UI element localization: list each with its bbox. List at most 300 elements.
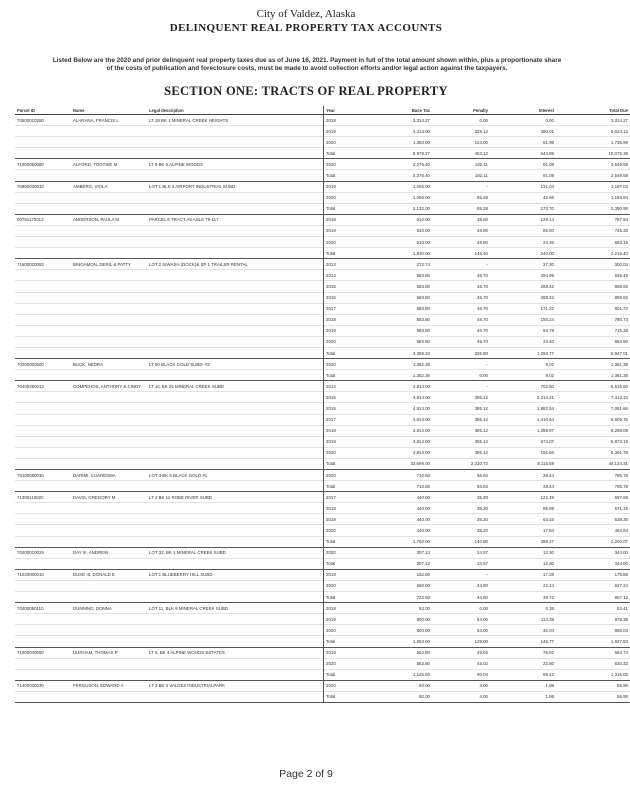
cell-name: DARIMI, CUARESMA [73, 472, 116, 478]
table-row [15, 237, 630, 248]
cell-total-due: 1,197.04 [610, 184, 628, 190]
cell-base-tax: 610.00 [362, 237, 432, 248]
cell-base-tax: 722.60 [362, 592, 432, 603]
cell-penalty: - [486, 383, 488, 389]
cell-year: 2020 [324, 237, 363, 248]
cell-legal-description [147, 347, 324, 358]
cell-legal-description [147, 192, 324, 203]
cell-interest: 22.44 [490, 580, 556, 591]
cell-parcel-id [15, 614, 71, 625]
cell-legal-description: LOT 2 SIWASH (DOCK)& SP 1 TRAILER RENTAL [149, 261, 248, 267]
cell-interest: 268.42 [490, 281, 556, 292]
cell-base-tax: 4,814.00 [362, 425, 432, 436]
cell-parcel-id [15, 636, 71, 647]
cell-parcel-id: 70200000500 [17, 361, 44, 367]
cell-base-tax: 4,814.00 [362, 403, 432, 414]
cell-total-due: 7,081.66 [556, 403, 630, 414]
cell-parcel-id [15, 170, 71, 181]
table-total-row [15, 170, 630, 181]
cell-name: AMBERG, VIOLA [73, 184, 108, 190]
cell-name: BUCK, NEDRA [73, 361, 104, 367]
table-row [15, 647, 630, 658]
cell-year: 2020 [324, 336, 363, 347]
cell-base-tax: 560.00 [362, 580, 432, 591]
table-row [15, 403, 630, 414]
cell-parcel-id: 70400250013 [17, 383, 44, 389]
cell-penalty: 90.04 [432, 669, 490, 680]
cell-parcel-id: 71000040050 [17, 650, 44, 656]
cell-legal-description: LT 50 BLACK GOLD SUBD. #2 [149, 361, 210, 367]
cell-name [71, 425, 147, 436]
cell-year: 2020 [324, 447, 363, 458]
cell-name: DAY III, ANDREW [73, 550, 109, 556]
cell-name [71, 325, 147, 336]
cell-legal-description [147, 370, 324, 381]
cell-penalty: 0.00 [479, 605, 488, 611]
cell-total-due: 630.32 [556, 658, 630, 669]
cell-parcel-id: 71000050080 [17, 161, 44, 167]
col-name: Name [71, 106, 147, 115]
cell-parcel-id [15, 126, 71, 137]
table-row [15, 359, 630, 370]
cell-total-due: 899.92 [556, 292, 630, 303]
cell-parcel-id [15, 625, 71, 636]
table-row [15, 214, 630, 225]
cell-base-tax: 1,760.00 [362, 536, 432, 547]
table-row [15, 436, 630, 447]
cell-penalty: 46.70 [432, 336, 490, 347]
table-total-row [15, 592, 630, 603]
document-title: DELINQUENT REAL PROPERTY TAX ACCOUNTS [169, 22, 443, 34]
table-row [15, 115, 630, 126]
cell-interest: 294.99 [490, 270, 556, 281]
cell-legal-description [147, 447, 324, 458]
cell-interest: 91.08 [543, 161, 554, 167]
cell-penalty: 35.20 [432, 525, 490, 536]
cell-penalty: 85.28 [432, 192, 490, 203]
cell-total-due: 1,927.83 [556, 636, 630, 647]
cell-penalty: 326.90 [432, 347, 490, 358]
cell-legal-description [147, 225, 324, 236]
cell-base-tax: 1,066.00 [412, 184, 430, 190]
cell-total-due: 653.90 [556, 336, 630, 347]
cell-legal-description [147, 270, 324, 281]
table-row [15, 314, 630, 325]
cell-penalty: 385.12 [432, 392, 490, 403]
cell-penalty: - [486, 572, 488, 578]
col-base-tax: Base Tax [362, 106, 432, 115]
page-number: Page 2 of 9 [279, 768, 333, 780]
cell-interest: 12.30 [543, 550, 554, 556]
col-interest: Interest [490, 106, 556, 115]
cell-total-due: 6,259.09 [556, 425, 630, 436]
cell-total-due: 5,947.01 [556, 347, 630, 358]
cell-year: 2017 [324, 414, 363, 425]
cell-penalty: 385.12 [432, 447, 490, 458]
cell-base-tax: 4,814.00 [362, 414, 432, 425]
cell-legal-description [147, 669, 324, 680]
cell-name [71, 392, 147, 403]
cell-year: Total [324, 458, 363, 469]
cell-interest: 22.50 [490, 658, 556, 669]
cell-name [71, 436, 147, 447]
cell-legal-description [147, 592, 324, 603]
cell-total-due: 300.04 [614, 261, 628, 267]
cell-penalty: 0.00 [432, 370, 490, 381]
cell-total-due: 896.04 [556, 625, 630, 636]
cell-base-tax: 1,352.36 [362, 370, 432, 381]
cell-penalty: 46.70 [432, 303, 490, 314]
cell-total-due: 898.92 [556, 281, 630, 292]
table-header-row [15, 106, 630, 115]
cell-total-due: 1,735.98 [556, 137, 630, 148]
cell-total-due: 2,390.98 [556, 203, 630, 214]
cell-parcel-id [15, 447, 71, 458]
table-row [15, 181, 630, 192]
cell-name [71, 281, 147, 292]
cell-year: Total [324, 248, 363, 259]
cell-parcel-id: 70400050110 [17, 605, 44, 611]
cell-base-tax: 50.00 [362, 691, 432, 702]
cell-base-tax: 3,314.27 [412, 117, 430, 123]
cell-total-due: 2,216.40 [556, 248, 630, 259]
table-row [15, 514, 630, 525]
cell-year: Total [324, 203, 363, 214]
cell-name [71, 347, 147, 358]
cell-year: 2020 [324, 625, 363, 636]
cell-legal-description: LOT 1 BLK 3 AIRPORT INDUSTRIAL SUBD [149, 184, 236, 190]
cell-total-due: 1,193.94 [556, 192, 630, 203]
cell-interest: 8,115.59 [490, 458, 556, 469]
cell-name [71, 292, 147, 303]
cell-year: 2020 [324, 658, 363, 669]
cell-legal-description [147, 658, 324, 669]
cell-total-due: 538.35 [556, 514, 630, 525]
cell-name [71, 580, 147, 591]
cell-penalty: 46.70 [432, 281, 490, 292]
cell-name [71, 336, 147, 347]
table-total-row [15, 536, 630, 547]
cell-total-due: 344.00 [614, 550, 628, 556]
cell-base-tax: 162.60 [416, 572, 430, 578]
cell-interest: 61.98 [490, 137, 556, 148]
table-total-row [15, 691, 630, 702]
cell-base-tax: 307.13 [362, 558, 432, 569]
cell-total-due: 10,076.38 [556, 148, 630, 159]
cell-base-tax: 440.00 [362, 503, 432, 514]
cell-year: 2020 [324, 470, 363, 481]
cell-base-tax: 562.80 [362, 658, 432, 669]
table-total-row [15, 669, 630, 680]
cell-total-due: 978.38 [556, 614, 630, 625]
cell-legal-description [147, 425, 324, 436]
col-legal-description: Legal description [147, 106, 324, 115]
table-row [15, 603, 630, 614]
cell-interest: 192.66 [490, 447, 556, 458]
cell-parcel-id [15, 458, 71, 469]
cell-legal-description [147, 137, 324, 148]
cell-base-tax: 4,814.00 [362, 436, 432, 447]
cell-name [71, 592, 147, 603]
cell-year: 2017 [324, 303, 363, 314]
cell-legal-description [147, 481, 324, 492]
cell-year: Total [324, 536, 363, 547]
cell-interest: 9.02 [490, 370, 556, 381]
cell-year: 2013 [324, 259, 363, 270]
cell-legal-description [147, 625, 324, 636]
intro-line-2: of the costs of publication and foreclosure costs, must be made to avoid collection efforts and/or legal action against the taxpayers. [106, 64, 508, 72]
cell-year: 2019 [324, 647, 363, 658]
cell-base-tax: 440.00 [362, 525, 432, 536]
cell-year: 2018 [324, 603, 363, 614]
cell-total-due: 807.12 [556, 592, 630, 603]
table-row [15, 425, 630, 436]
cell-interest: 1.98 [490, 691, 556, 702]
cell-interest: 28.44 [543, 472, 554, 478]
cell-penalty: 385.12 [432, 425, 490, 436]
table-total-row [15, 370, 630, 381]
cell-parcel-id: 71600020082 [17, 261, 44, 267]
cell-name [71, 447, 147, 458]
cell-name [71, 658, 147, 669]
cell-parcel-id [15, 270, 71, 281]
cell-parcel-id [15, 436, 71, 447]
cell-base-tax: 562.80 [416, 650, 430, 656]
cell-parcel-id [15, 414, 71, 425]
cell-penalty: 48.80 [432, 225, 490, 236]
cell-base-tax: 583.80 [362, 292, 432, 303]
cell-penalty: 35.20 [432, 514, 490, 525]
cell-interest: 114.38 [490, 614, 556, 625]
intro-notice [28, 57, 586, 72]
cell-interest: 63.15 [490, 514, 556, 525]
cell-name [71, 558, 147, 569]
table-row [15, 625, 630, 636]
cell-penalty: 385.12 [432, 436, 490, 447]
cell-penalty: 385.12 [432, 414, 490, 425]
cell-interest: 269.42 [490, 292, 556, 303]
cell-parcel-id [15, 525, 71, 536]
table-row [15, 614, 630, 625]
cell-interest: 76.92 [543, 650, 554, 656]
cell-interest: 644.99 [490, 148, 556, 159]
cell-interest: 99.42 [490, 669, 556, 680]
cell-name [71, 248, 147, 259]
cell-total-due: 179.88 [614, 572, 628, 578]
cell-interest: 171.22 [490, 303, 556, 314]
cell-penalty: 48.80 [432, 237, 490, 248]
cell-penalty: 329.12 [432, 126, 490, 137]
cell-name: DAVIS, GREGORY M [73, 494, 116, 500]
section-title: SECTION ONE: TRACTS OF REAL PROPERTY [164, 84, 448, 98]
cell-total-due: 627.24 [556, 580, 630, 591]
table-row [15, 580, 630, 591]
cell-parcel-id [15, 237, 71, 248]
cell-parcel-id [15, 669, 71, 680]
cell-base-tax: 610.00 [416, 217, 430, 223]
cell-total-due: 1,361.38 [610, 361, 628, 367]
cell-legal-description: LT 3 BK 3 VALDEZ INDUSTRIALPARK [149, 683, 226, 689]
cell-penalty: 182.11 [474, 161, 488, 167]
cell-year: 2019 [324, 436, 363, 447]
cell-year: 2019 [324, 614, 363, 625]
cell-legal-description [147, 126, 324, 137]
cell-year: 2018 [324, 425, 363, 436]
cell-year: 2018 [324, 503, 363, 514]
table-row [15, 292, 630, 303]
cell-parcel-id [15, 225, 71, 236]
cell-interest: 131.04 [540, 184, 554, 190]
cell-penalty: 56.84 [477, 472, 488, 478]
cell-name: ANDERSON, PAULA M [73, 217, 120, 223]
cell-interest: 240.00 [490, 248, 556, 259]
cell-base-tax: 583.80 [362, 314, 432, 325]
cell-year: Total [324, 669, 363, 680]
cell-legal-description [147, 514, 324, 525]
cell-year: 2015 [324, 281, 363, 292]
cell-interest: 122.49 [540, 494, 554, 500]
cell-legal-description: LT 8 BK 5 ALPINE WOODS [149, 161, 204, 167]
cell-legal-description [147, 392, 324, 403]
cell-total-due: 1,361.38 [556, 370, 630, 381]
cell-interest: 1,410.64 [490, 414, 556, 425]
cell-interest: 32.04 [490, 625, 556, 636]
cell-interest: 91.08 [490, 170, 556, 181]
cell-parcel-id [15, 392, 71, 403]
cell-name [71, 691, 147, 702]
cell-year: Total [324, 481, 363, 492]
cell-parcel-id [15, 325, 71, 336]
cell-penalty: 24.57 [432, 558, 490, 569]
cell-interest: 1,260.77 [490, 347, 556, 358]
table-row [15, 680, 630, 691]
cell-year: Total [324, 592, 363, 603]
cell-penalty: 146.40 [432, 248, 490, 259]
cell-total-due: 5,024.13 [556, 126, 630, 137]
cell-legal-description: LT 2 BK 11 ROBE RIVER SUBD [149, 494, 212, 500]
table-total-row [15, 347, 630, 358]
cell-parcel-id [15, 248, 71, 259]
cell-name [71, 225, 147, 236]
cell-parcel-id [15, 292, 71, 303]
cell-year: Total [324, 558, 363, 569]
cell-parcel-id [15, 192, 71, 203]
cell-legal-description [147, 148, 324, 159]
cell-parcel-id [15, 558, 71, 569]
cell-year: 2019 [324, 181, 363, 192]
cell-name: COMPEHOS, ANTHONY & CINDY [73, 383, 142, 389]
cell-total-due: 925.49 [556, 270, 630, 281]
cell-total-due: 795.78 [614, 472, 628, 478]
cell-interest: 39.72 [490, 592, 556, 603]
cell-year: 2020 [324, 680, 363, 691]
cell-base-tax: 1,830.00 [362, 248, 432, 259]
cell-interest: 299.27 [490, 536, 556, 547]
cell-legal-description [147, 558, 324, 569]
cell-parcel-id [15, 314, 71, 325]
cell-penalty: 45.02 [477, 650, 488, 656]
cell-penalty: 44.80 [432, 580, 490, 591]
cell-total-due: 780.74 [556, 314, 630, 325]
cell-parcel-id: 71300110020 [17, 494, 44, 500]
cell-base-tax: 4,814.00 [362, 392, 432, 403]
cell-total-due: 344.00 [556, 558, 630, 569]
cell-total-due: 55.98 [556, 691, 630, 702]
cell-parcel-id [15, 403, 71, 414]
cell-penalty: 0.00 [479, 117, 488, 123]
cell-total-due: 745.30 [556, 225, 630, 236]
table-total-row [15, 636, 630, 647]
cell-year: 2016 [324, 403, 363, 414]
cell-interest: 9.02 [545, 361, 554, 367]
cell-penalty: 35.20 [477, 494, 488, 500]
cell-legal-description [147, 525, 324, 536]
cell-total-due: 7,413.33 [556, 392, 630, 403]
cell-total-due: 683.16 [556, 237, 630, 248]
cell-legal-description [147, 303, 324, 314]
cell-penalty: - [486, 184, 488, 190]
cell-interest: 84.78 [490, 325, 556, 336]
cell-base-tax: 583.80 [362, 281, 432, 292]
table-row [15, 447, 630, 458]
cell-year: 2017 [324, 492, 363, 503]
table-row [15, 325, 630, 336]
cell-interest: 86.50 [490, 225, 556, 236]
cell-interest: 150.24 [490, 314, 556, 325]
cell-penalty: 128.00 [432, 636, 490, 647]
cell-base-tax: 1,352.36 [412, 361, 430, 367]
cell-year: 2019 [324, 126, 363, 137]
cell-total-due: 53.41 [617, 605, 628, 611]
cell-base-tax: 1,125.60 [362, 669, 432, 680]
cell-interest: 0.35 [545, 605, 554, 611]
cell-base-tax: 583.80 [362, 336, 432, 347]
cell-total-due: 597.69 [614, 494, 628, 500]
cell-penalty: 4.00 [432, 691, 490, 702]
cell-name [71, 403, 147, 414]
table-total-row [15, 248, 630, 259]
cell-name [71, 636, 147, 647]
cell-interest: 1,882.54 [490, 403, 556, 414]
cell-year: Total [324, 347, 363, 358]
table-total-row [15, 558, 630, 569]
col-total-due: Total Due [556, 106, 630, 115]
cell-penalty: 64.00 [432, 625, 490, 636]
cell-interest: 24.36 [490, 237, 556, 248]
cell-interest: 173.70 [490, 203, 556, 214]
cell-penalty: 35.20 [432, 503, 490, 514]
table-total-row [15, 203, 630, 214]
cell-total-due: 55.98 [617, 683, 628, 689]
cell-legal-description [147, 436, 324, 447]
cell-legal-description [147, 503, 324, 514]
table-row [15, 492, 630, 503]
table-total-row [15, 458, 630, 469]
cell-legal-description [147, 636, 324, 647]
cell-penalty: 4.00 [479, 683, 488, 689]
table-body [15, 115, 630, 703]
cell-parcel-id [15, 658, 71, 669]
cell-name [71, 270, 147, 281]
cell-year: 2020 [324, 159, 363, 170]
cell-base-tax: 1,066.00 [362, 192, 432, 203]
cell-total-due: 5,873.19 [556, 436, 630, 447]
cell-year: 2020 [324, 137, 363, 148]
cell-total-due: 1,315.06 [556, 669, 630, 680]
cell-legal-description [147, 325, 324, 336]
cell-total-due: 2,200.07 [556, 536, 630, 547]
cell-parcel-id [15, 148, 71, 159]
